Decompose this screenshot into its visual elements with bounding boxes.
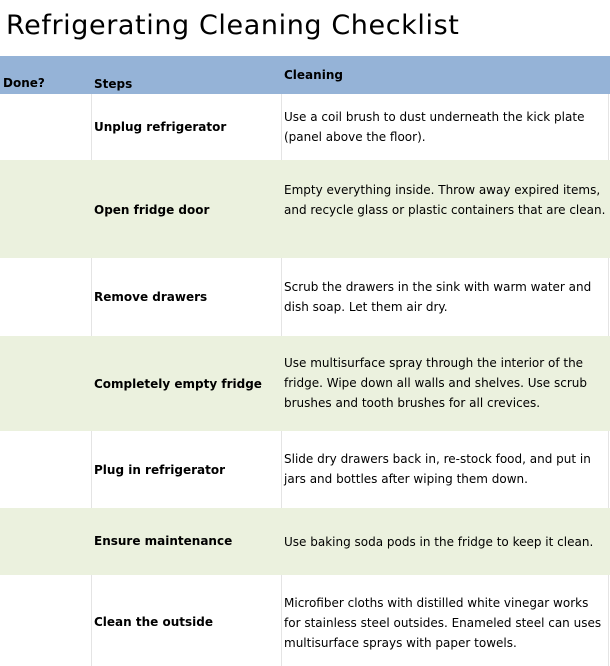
- table-row: [0, 94, 610, 160]
- table-row: [0, 160, 610, 258]
- checklist-table: [0, 94, 610, 666]
- step-label: Unplug refrigerator: [94, 120, 227, 134]
- step-label: Plug in refrigerator: [94, 463, 226, 477]
- header-steps: Steps: [94, 77, 133, 91]
- header-done: Done?: [3, 76, 45, 90]
- cleaning-text: Microfiber cloths with distilled white vinegar works for stainless steel outsides. Enameled steel can uses multisurface sprays with paper towels.: [284, 596, 602, 650]
- cleaning-text: Use baking soda pods in the fridge to keep it clean.: [284, 535, 594, 549]
- table-row: [0, 431, 610, 508]
- table-row: [0, 258, 610, 336]
- step-label: Remove drawers: [94, 290, 208, 304]
- page-title: Refrigerating Cleaning Checklist: [6, 10, 460, 41]
- header-cleaning: Cleaning: [284, 68, 343, 82]
- table-row: [0, 336, 610, 431]
- step-label: Completely empty fridge: [94, 377, 262, 391]
- table-row: [0, 508, 610, 575]
- cleaning-text: Slide dry drawers back in, re-stock food, and put in jars and bottles after wiping them down.: [284, 452, 591, 486]
- cleaning-text: Use a coil brush to dust underneath the kick plate (panel above the floor).: [284, 110, 585, 144]
- table-header: [0, 56, 610, 94]
- table-row: [0, 575, 610, 666]
- cleaning-text: Empty everything inside. Throw away expired items, and recycle glass or plastic containers that are clean.: [284, 183, 606, 217]
- step-label: Clean the outside: [94, 615, 213, 629]
- cleaning-text: Scrub the drawers in the sink with warm water and dish soap. Let them air dry.: [284, 280, 592, 314]
- step-label: Open fridge door: [94, 203, 210, 217]
- step-label: Ensure maintenance: [94, 534, 233, 548]
- cleaning-text: Use multisurface spray through the interior of the fridge. Wipe down all walls and shelves. Use scrub brushes and tooth brushes for all crevices.: [284, 356, 587, 410]
